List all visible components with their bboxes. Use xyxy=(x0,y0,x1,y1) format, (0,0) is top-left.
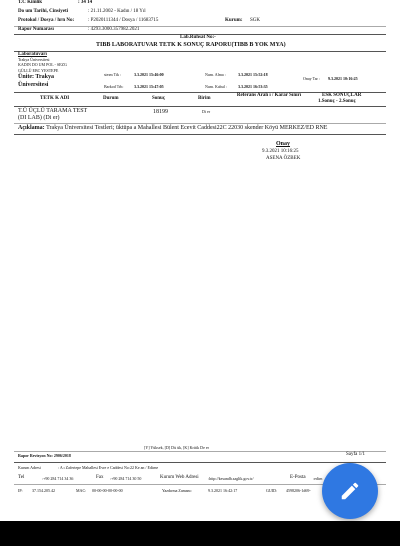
guid-value: 4598206-1d69- xyxy=(286,488,311,493)
license-number: Lab.Ruhsat No:- xyxy=(180,35,216,40)
barcode-value: 3.3.2021 15:47:05 xyxy=(134,84,164,89)
mac-label: MAC: xyxy=(76,488,87,493)
divider xyxy=(14,451,386,452)
sample-taken-value: 3.3.2021 15:52:18 xyxy=(238,72,268,77)
divider xyxy=(14,123,386,124)
divider xyxy=(14,106,386,107)
divider xyxy=(14,26,386,27)
email-value: :edirn xyxy=(313,476,323,481)
edit-button[interactable] xyxy=(322,463,378,519)
column-unit: Birim xyxy=(198,96,211,101)
column-reference: Referans Aralı ı / Karar Sınırı xyxy=(236,93,302,98)
tel-value: :+90 284 714 34 36 xyxy=(42,476,74,481)
lab-sub: Trakya Üniversitesi xyxy=(18,57,50,62)
report-no-value: : 4293.3000.357982.2021 xyxy=(88,27,140,32)
web-label: Kurum Web Adresi xyxy=(160,475,199,480)
address-value: : A ı Zafertepe Mahallesi Evre e Caddesi No:22 Ke an / Edirne xyxy=(58,465,159,470)
fax-label: Fax xyxy=(96,475,104,480)
divider xyxy=(14,462,386,463)
lab-label: Laboratuvarı xyxy=(18,52,47,57)
sample-accept-value: 3.3.2021 16:53:35 xyxy=(238,84,268,89)
institution-value: SGK xyxy=(250,18,261,23)
report-no-label: Rapor Numarası xyxy=(18,27,54,32)
column-previous-results: ESK SONUÇLAR xyxy=(322,93,362,98)
column-result: Sonuç xyxy=(152,96,166,101)
report-title: TIBB LABORATUVAR TETK K SONUÇ RAPORU(TIBB B YOK MYA) xyxy=(96,42,286,48)
column-previous-results-sub: 1.Sonuç - 2.Sonuç xyxy=(318,99,356,104)
staff-line-2: GÜLLÜ EBC YESTEPE xyxy=(18,68,59,73)
address-label: Kurum Adresi xyxy=(18,465,41,470)
legend: [Y] Yüksek, [D] Dü ük, [K] Kritik De er xyxy=(144,445,209,450)
revision-number: Rapor Revizyon No: 2906/2018 xyxy=(18,453,71,458)
request-value: 3.3.2021 15:46:00 xyxy=(134,72,164,77)
bottom-bar xyxy=(0,521,400,546)
protocol-value: : P2020111344 / Dosya / 11683715 xyxy=(88,18,159,23)
page-number: Sayfa 1/1 xyxy=(346,452,366,457)
mac-value: 00-00-00-00-00-00 xyxy=(92,488,123,493)
note-text: Trakya Üniversitesi Testleri; üktüpa a Mahallesi Bülent Ecevit Caddesi22C 22030 skender Köyü MERKEZ/ED RNE xyxy=(46,125,328,131)
fax-value: :+90 284 714 30 50 xyxy=(110,476,142,481)
test-name-2: (DI LAB) (Di er) xyxy=(18,115,60,121)
divider xyxy=(14,51,386,52)
test-unit: Di er xyxy=(202,109,211,114)
institution-label: Kurum: xyxy=(225,18,243,23)
staff-line: KADIN DO UM POL - SEZG xyxy=(18,62,67,67)
ip-value: 37.154.205.42 xyxy=(32,488,55,493)
approver-name: ASENA ÖZBEK xyxy=(266,156,301,161)
guid-label: GUID: xyxy=(266,488,278,493)
approval-date-label: Onay Tar : xyxy=(303,76,320,81)
approval-label: Onay xyxy=(276,141,291,147)
request-label: steım Tik : xyxy=(104,72,122,77)
unit-label-2: Üniversitesi xyxy=(18,82,49,88)
column-test-name: TETK K ADI xyxy=(40,96,70,101)
sample-taken-label: Num. Alma : xyxy=(205,72,226,77)
dob-value: : 21.11.2002 - Kadın / 18 Yıl xyxy=(88,9,146,14)
column-status: Durum xyxy=(103,96,119,101)
print-time-label: Yazdırma Zamanı: xyxy=(162,488,192,493)
sample-accept-label: Num. Kabul : xyxy=(205,84,227,89)
pencil-icon xyxy=(339,480,361,502)
test-result: 18199 xyxy=(153,109,168,115)
tc-value: : 34 14 xyxy=(78,0,93,5)
barcode-label: Barkod Trh: xyxy=(104,84,124,89)
test-name: T.Ü ÜÇLÜ TARAMA TEST xyxy=(18,108,88,114)
print-time-value: 9.3.2021 16:42:17 xyxy=(208,488,238,493)
tel-label: Tel xyxy=(18,475,25,480)
protocol-label: Protokol / Dosya / hrn No: xyxy=(18,18,75,23)
web-value: :http://kesandh.saglik.gov.tr/ xyxy=(208,476,254,481)
ip-label: IP: xyxy=(18,488,23,493)
unit-label: Ünite: Trakya xyxy=(18,74,54,80)
dob-label: Do um Tarihi, Cinsiyeti xyxy=(18,9,69,14)
note-label: Açıklama: xyxy=(18,125,45,131)
divider xyxy=(14,134,386,135)
approval-date-value: 9.3.2021 10:16:25 xyxy=(328,76,358,81)
note xyxy=(18,125,327,131)
email-label: E-Posta xyxy=(290,475,306,480)
tc-label: T.C Kimlik xyxy=(18,0,43,5)
approval-datetime: 9.3.2021 10:16:25 xyxy=(262,149,299,154)
